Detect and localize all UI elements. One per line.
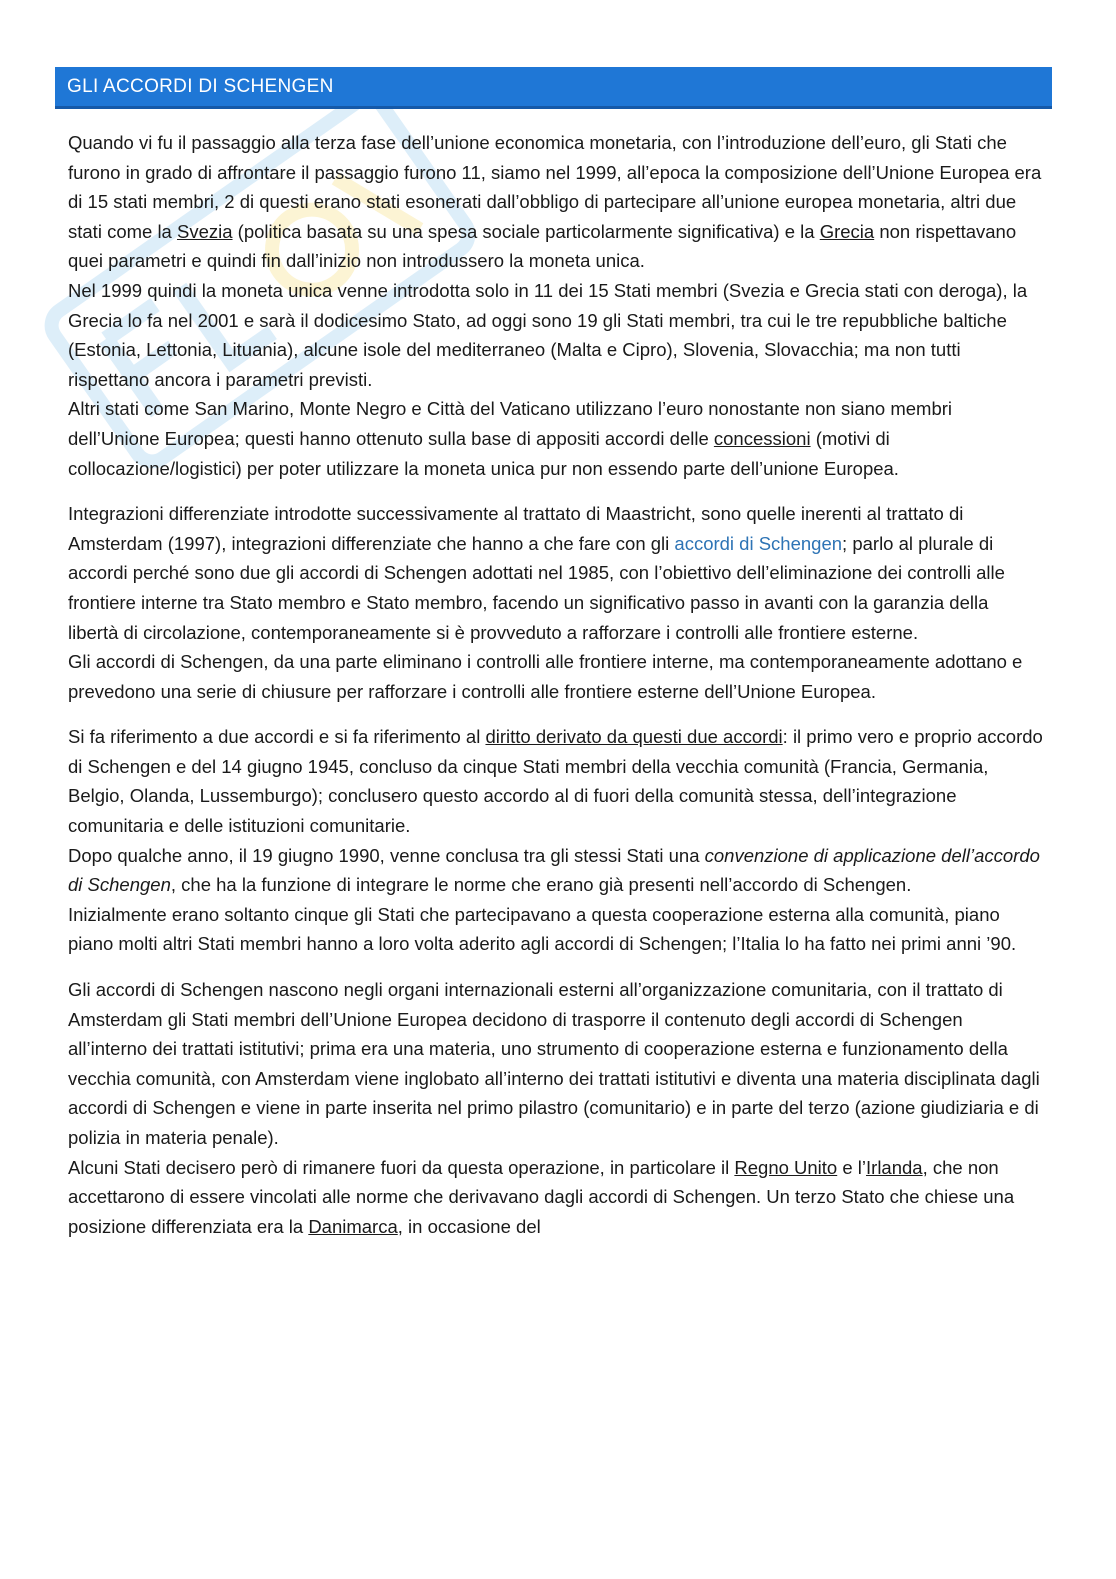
underlined-term: Regno Unito (734, 1156, 838, 1178)
paragraph: Gli accordi di Schengen nascono negli organi internazionali esterni all’organizzazione comunitaria, con il trattato di Amsterdam gli Stati membri dell’Unione Europea decidono di trasporre il contenuto degli accordi di Schengen all’interno dei trattati istitutivi; prima era una materia, uno strumento di cooperazione esterna e funzionamento della vecchia comunità, con Amsterdam viene inglobato all’interno dei trattati istitutivi e diventa una materia disciplinata dagli accordi di Schengen e viene in parte inserita nel primo pilastro (comunitario) e in parte del terzo (azione giudiziaria e di polizia in materia penale). (68, 979, 1040, 1148)
paragraph: Nel 1999 quindi la moneta unica venne introdotta solo in 11 dei 15 Stati membri (Svezia e Grecia stati con deroga), la Grecia lo fa nel 2001 e sarà il dodicesimo Stato, ad oggi sono 19 gli Stati membri, tra cui le tre repubbliche baltiche (Estonia, Lettonia, Lituania), alcune isole del mediterraneo (Malta e Cipro), Slovenia, Slovacchia; ma non tutti rispettano ancora i parametri previsti. (68, 279, 1028, 390)
underlined-term: Svezia (177, 220, 233, 242)
paragraph: Inizialmente erano soltanto cinque gli Stati che partecipavano a questa cooperazione esterna alla comunità, piano piano molti altri Stati membri hanno a loro volta aderito agli accordi di Schengen; l’Italia lo ha fatto nei primi anni ’90. (68, 903, 1017, 955)
underlined-term: concessioni (713, 427, 811, 449)
section-title-bar (55, 67, 1052, 109)
underlined-term: Grecia (819, 220, 875, 242)
paragraph: Quando vi fu il passaggio alla terza fase dell’unione economica monetaria, con l’introduzione dell’euro, gli Stati che furono in grado di affrontare il passaggio furono 11, siamo nel 1999, all’epoca la composizione dell’Unione Europea era di 15 stati membri, 2 di questi erano stati esonerati dall’obbligo di partecipare all’unione europea monetaria, altri due stati come la Svezia (politica basata su una spesa sociale particolarmente significativa) e la Grecia non rispettavano quei parametri e quindi fin dall’inizio non introdussero la moneta unica. (68, 132, 1042, 272)
italic-term: convenzione di applicazione dell’accordo di Schengen (68, 844, 1040, 896)
underlined-term: diritto derivato da questi due accordi (485, 726, 783, 748)
paragraph: Altri stati come San Marino, Monte Negro e Città del Vaticano utilizzano l’euro nonostante non siano membri dell’Unione Europea; questi hanno ottenuto sulla base di appositi accordi delle concessioni (motivi di collocazione/logistici) per poter utilizzare la moneta unica pur non essendo parte dell’unione Europea. (68, 398, 952, 479)
paragraph: Dopo qualche anno, il 19 giugno 1990, venne conclusa tra gli stessi Stati una convenzione di applicazione dell’accordo di Schengen, che ha la funzione di integrare le norme che erano già presenti nell’accordo di Schengen. (68, 844, 1040, 896)
paragraph: Integrazioni differenziate introdotte successivamente al trattato di Maastricht, sono quelle inerenti al trattato di Amsterdam (1997), integrazioni differenziate che hanno a che fare con gli accordi di Schengen; parlo al plurale di accordi perché sono due gli accordi di Schengen adottati nel 1985, con l’obiettivo dell’eliminazione dei controlli alle frontiere interne tra Stato membro e Stato membro, facendo un significativo passo in avanti con la garanzia della libertà di circolazione, contemporaneamente si è provveduto a rafforzare i controlli alle frontiere esterne. (68, 503, 1005, 643)
schengen-link[interactable]: accordi di Schengen (674, 532, 843, 554)
document-body (68, 128, 1043, 1241)
underlined-term: Danimarca (308, 1215, 398, 1237)
paragraph: Alcuni Stati decisero però di rimanere fuori da questa operazione, in particolare il Regno Unito e l’Irlanda, che non accettarono di essere vincolati alle norme che derivavano dagli accordi di Schengen. Un terzo Stato che chiese una posizione differenziata era la Danimarca, in occasione del (68, 1156, 1015, 1237)
section-title: GLI ACCORDI DI SCHENGEN (67, 76, 334, 97)
paragraph: Gli accordi di Schengen, da una parte eliminano i controlli alle frontiere interne, ma contemporaneamente adottano e prevedono una serie di chiusure per rafforzare i controlli alle frontiere esterne dell’Unione Europea. (68, 651, 1023, 702)
underlined-term: Irlanda (866, 1156, 923, 1178)
paragraph: Si fa riferimento a due accordi e si fa riferimento al diritto derivato da questi due accordi: il primo vero e proprio accordo di Schengen e del 14 giugno 1945, concluso da cinque Stati membri della vecchia comunità (Francia, Germania, Belgio, Olanda, Lussemburgo); conclusero questo accordo al di fuori della comunità stessa, dell’integrazione comunitaria e delle istituzioni comunitarie. (68, 726, 1043, 837)
